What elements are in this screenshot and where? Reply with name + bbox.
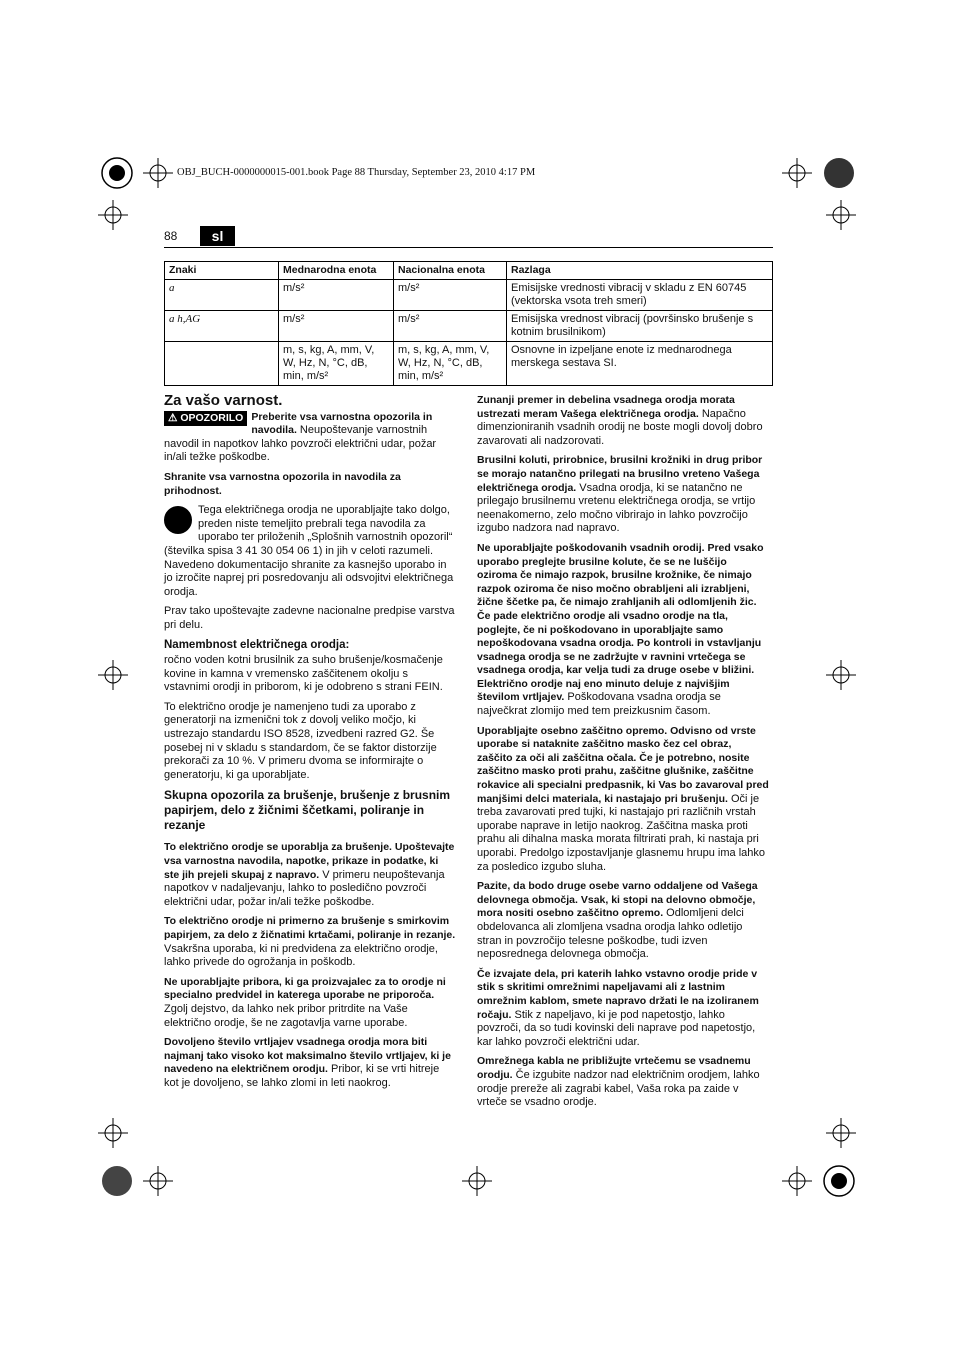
table-cell: Emisijske vrednosti vibracij v skladu z EN 60745 (vektorska vsota treh smeri) (507, 280, 773, 311)
text: Oči je treba zavarovati pred tujki, ki nastajajo pri različnih vrstah uporabe naprave in letijo naokrog. Zaščitna maska proti prahu ali dihalna maska morata filtrirati prah, ki nastaja pri uporabi. Predolgo izpostavljanje glasnemu hrupu ima lahko za posledico izgubo sluha. (477, 792, 766, 873)
crosshair-icon (143, 1166, 173, 1196)
text: Vsakršna uporaba, ki ni predvidena za električno orodje, lahko privede do ogrožanja in poškodb. (164, 942, 438, 969)
warning-label: OPOZORILO (180, 411, 244, 424)
paragraph (164, 841, 456, 909)
crosshair-icon (143, 158, 173, 188)
table-header: Nacionalna enota (394, 262, 507, 280)
text: Neupoštevanje varnostnih navodil in napotkov lahko povzroči električni udar, požar in/ali težke poškodbe. (164, 424, 437, 464)
crosshair-icon (782, 158, 812, 188)
page-number: 88 (164, 229, 178, 243)
text: V primeru neupoštevanja napotkov v nadaljevanju, lahko to posledično povzroči električni udar, požar in/ali težke poškodbe. (164, 868, 445, 908)
paragraph (477, 880, 769, 962)
text: Če izgubite nadzor nad električnim orodjem, lahko orodje prereže ali zagrabi kabel, Vaša roka pa zaide v vrteče se vsadno orodje. (477, 1068, 760, 1109)
bold-text: Brusilni koluti, prirobnice, brusilni krožniki in drug pribor se morajo natančno prilegati na brusilno vreteno Vašega električnega orodja. (477, 454, 763, 494)
header-rule (164, 247, 773, 248)
text: Vsadna orodja, ki se natančno ne prilegajo brusilnemu vretenu električnega orodja, se vrtijo neenakomerno, zelo močno vibrirajo in lahko povzročijo izgubo nadzora nad napravo. (477, 481, 756, 535)
bold-text: Ne uporabljajte poškodovanih vsadnih orodij. Pred vsako uporabo preglejte brusilne kolute, če se ne luščijo oziroma če nimajo razpok, brusilne krožnike, če nimajo razpok oziroma če niso močno obrabljeni ali izrabljeni, žične ščetke pa, če nimajo zrahljanih ali odlomljenih žic. Če pade električno orodje ali vsadno orodje na tla, poglejte, če ni poškodovano in uporabljajte samo nepoškodovana vsadna orodja. Po kontroli in vstavljanju vsadnega orodja se ne zadržujte v ravnini vrtečega se vsadnega orodja, kar velja tudi za druge osebe v bližini. Električno orodje naj eno minuto deluje z najvišjim številom vrtljajev. (477, 541, 764, 704)
crosshair-icon (98, 660, 128, 690)
left-column (164, 394, 456, 1097)
bold-text: Dovoljeno število vrtljajev vsadnega orodja mora biti najmanj tako visoko kot maksimalno število vrtljajev, ki je navedeno na električnem orodju. (164, 1036, 451, 1076)
crosshair-icon (462, 1166, 492, 1196)
bold-text: Pazite, da bodo druge osebe varno oddaljene od Vašega delovnega območja. Vsak, ki stopi na delovno območje, mora nositi osebno zaščitno opremo. (477, 880, 758, 920)
table-cell (165, 342, 279, 386)
registration-mark-icon (822, 156, 856, 190)
table-cell: a h,AG (165, 311, 279, 342)
text: Napačno dimenzioniranih vsadnih orodij ne boste mogli dovolj dobro zavarovati ali nadzorovati. (477, 407, 763, 447)
crosshair-icon (98, 1118, 128, 1148)
table-header: Razlaga (507, 262, 773, 280)
crosshair-icon (826, 660, 856, 690)
table-cell: m/s² (279, 311, 394, 342)
paragraph (477, 454, 769, 536)
text: Stik z napeljavo, ki je pod napetostjo, lahko povzroči, da so tudi kovinski deli naprave pod napetostjo, kar lahko povzroči električni udar. (477, 1008, 756, 1048)
table-header: Znaki (165, 262, 279, 280)
table-cell: a (165, 280, 279, 311)
crosshair-icon (826, 200, 856, 230)
text: Pribor, ki se vrti hitreje kot je dovoljeno, se lahko zlomi in leti naokrog. (164, 1063, 440, 1089)
text: Zgolj dejstvo, da lahko nek pribor pritrdite na Vaše električno orodje, še ne zagotavlja varne uporabe. (164, 1002, 408, 1029)
text: Tega električnega orodja ne uporabljajte tako dolgo, preden niste temeljito prebrali tega navodila za uporabo ter priloženih „Splošnih varnostnih opozoril“ (številka spisa 3 41 30 054 06 1) in jih v celoti razumeli. Navedeno dokumentacijo shranite za kasnejšo uporabo in jo izročite naprej pri posredovanju ali odsvojitvi električnega orodja. (164, 504, 454, 598)
bold-text: Omrežnega kabla ne približujte vrtečemu se vsadnemu orodju. (477, 1055, 751, 1081)
crosshair-icon (826, 1118, 856, 1148)
text: Odlomljeni delci obdelovanca ali zlomljena vsadna orodja lahko odletijo stran in povzročijo telesne poškodbe, tudi izven neposrednega delovnega območja. (477, 907, 744, 961)
paragraph (477, 394, 769, 448)
paragraph (164, 471, 456, 498)
table-header: Mednarodna enota (279, 262, 394, 280)
registration-mark-icon (100, 1164, 134, 1198)
bold-text: Zunanji premer in debelina vsadnega orodja morata ustrezati meram Vašega električnega orodja. (477, 394, 735, 420)
bold-text: Ne uporabljajte pribora, ki ga proizvajalec za to orodje ni specialno predvidel in katerega uporabe ne priporoča. (164, 975, 446, 1002)
paragraph: ročno voden kotni brusilnik za suho brušenje/kosmačenje kovine in kamna v vremensko zaščitenem okolju s vstavnimi orodji in priborom, ki je odobreno s strani FEIN. (164, 654, 443, 694)
paragraph (164, 504, 456, 599)
table-row (165, 280, 773, 311)
table-cell: m/s² (279, 280, 394, 311)
bold-text: Če izvajate dela, pri katerih lahko vstavno orodje pride v stik s skritimi omrežnimi napeljavami ali z lastnim omrežnim kablom, smete napravo držati le na izoliranem ročaju. (477, 967, 759, 1021)
paragraph (477, 1055, 769, 1109)
bold-text: To električno orodje ni primerno za brušenje s smirkovim papirjem, za delo z žičnatimi krtačami, poliranje in rezanje. (164, 915, 456, 941)
paragraph (477, 542, 769, 719)
subheading: Namembnost električnega orodja: (164, 638, 350, 651)
paragraph (164, 976, 456, 1030)
table-cell: m, s, kg, A, mm, V, W, Hz, N, °C, dB, min, m/s² (279, 342, 394, 386)
section-title: Za vašo varnost. (164, 392, 283, 409)
paragraph (164, 915, 456, 969)
bold-text: Shranite vsa varnostna opozorila in navodila za prihodnost. (164, 470, 401, 497)
right-column (477, 394, 769, 1116)
read-manual-icon (164, 506, 192, 534)
paragraph: To električno orodje je namenjeno tudi za uporabo z generatorji na izmenični tok z dovolj veliko močjo, ki ustrezajo standardu ISO 8528, izvedbeni razred G2. Še posebej ni v skladu s standardom, če se faktor distorzije prekorači za 10 %. V primeru dvoma se informirajte o generatorju, ki ga uporabljate. (164, 700, 437, 781)
bold-text: Uporabljajte osebno zaščitno opremo. Odvisno od vrste uporabe si nataknite zaščitno masko čez cel obraz, zaščito za oči ali zaščitna očala. Če je potrebno, nosite zaščitno masko proti prahu, zaščitne glušnike, zaščitne rokavice ali specialni predpasnik, ki Vas bo zavaroval pred manjšimi delci materiala, ki nastajajo pri brušenju. (477, 724, 769, 805)
table-cell: Emisijska vrednost vibracij (površinsko brušenje s kotnim brusilnikom) (507, 311, 773, 342)
table-cell: Osnovne in izpeljane enote iz mednarodnega merskega sestava SI. (507, 342, 773, 386)
table-header-row (165, 262, 773, 280)
bold-text: Preberite vsa varnostna opozorila in navodila. (251, 410, 433, 437)
registration-mark-icon (100, 156, 134, 190)
table-cell: m/s² (394, 280, 507, 311)
symbols-table (164, 261, 773, 386)
table-row (165, 311, 773, 342)
crosshair-icon (98, 200, 128, 230)
subheading: Skupna opozorila za brušenje, brušenje z brusnim papirjem, delo z žičnimi ščetkami, poliranje in rezanje (164, 788, 451, 833)
registration-mark-icon (822, 1164, 856, 1198)
warning-badge (164, 411, 247, 427)
paragraph (164, 1036, 456, 1090)
bold-text: To električno orodje se uporablja za brušenje. Upoštevajte vsa varnostna navodila, napotke, prikaze in podatke, ki ste jih prejeli skupaj z napravo. (164, 841, 455, 881)
paragraph (477, 725, 769, 875)
paragraph (164, 411, 456, 465)
text: Poškodovana vsadna orodja se največkrat zlomijo med tem preizkusnim časom. (477, 691, 721, 718)
crosshair-icon (782, 1166, 812, 1196)
table-cell: m/s² (394, 311, 507, 342)
paragraph: Prav tako upoštevajte zadevne nacionalne predpise varstva pri delu. (164, 605, 455, 631)
table-cell: m, s, kg, A, mm, V, W, Hz, N, °C, dB, min, m/s² (394, 342, 507, 386)
warning-triangle-icon: ⚠ (168, 411, 178, 424)
language-tab: sl (200, 226, 235, 246)
paragraph (477, 968, 769, 1050)
table-row (165, 342, 773, 386)
page-info: OBJ_BUCH-0000000015-001.book Page 88 Thursday, September 23, 2010 4:17 PM (177, 167, 536, 178)
